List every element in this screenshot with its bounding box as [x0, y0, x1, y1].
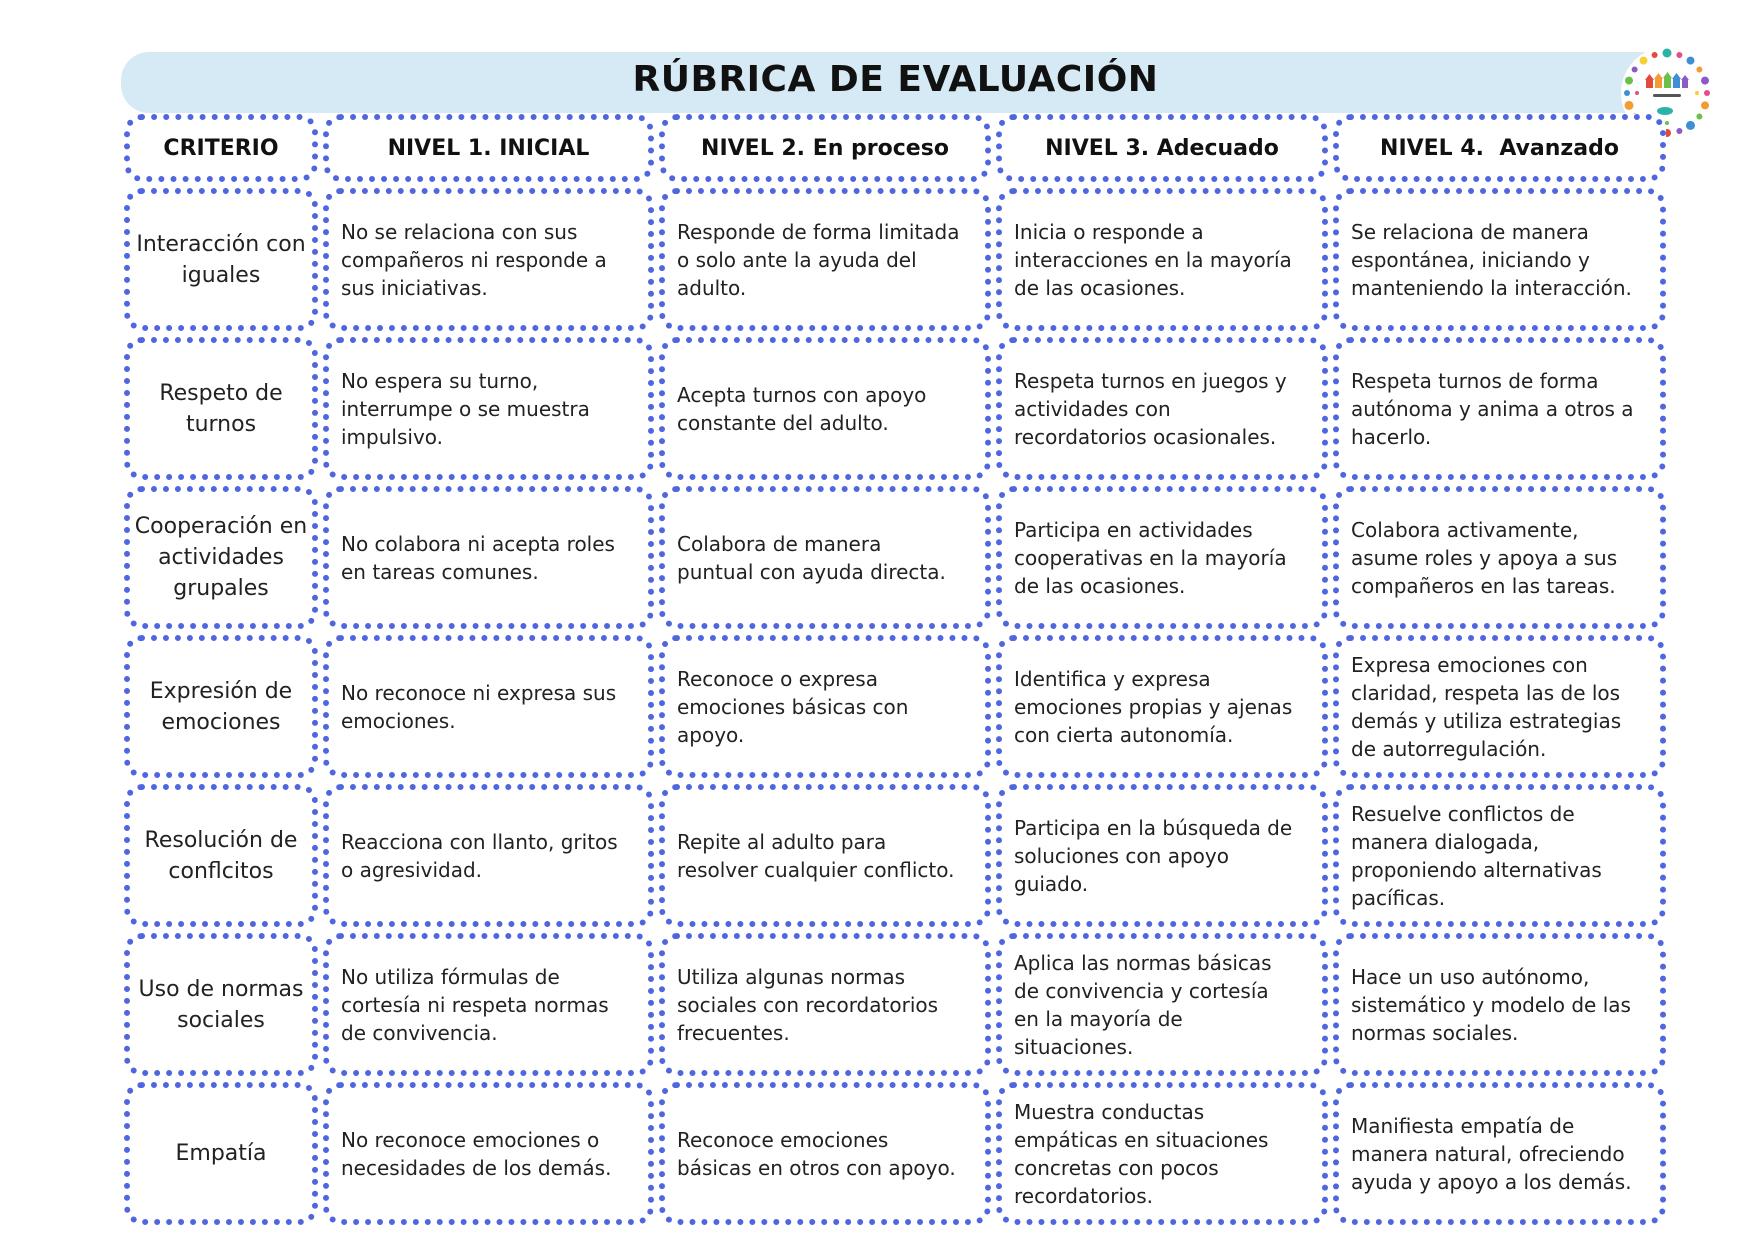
level-4-text: Hace un uso autónomo, sistemático y modelo de las normas sociales. — [1351, 964, 1631, 1045]
title-bar — [121, 52, 1670, 113]
criterion-label: Cooperación en actividades grupales — [134, 514, 308, 601]
level-1-text: No colabora ni acepta roles en tareas comunes. — [341, 531, 615, 584]
criterion-cell — [124, 933, 318, 1076]
column-header-label: NIVEL 1. INICIAL — [387, 135, 590, 161]
criterion-label: Resolución de conflcitos — [144, 827, 298, 884]
page-title: RÚBRICA DE EVALUACIÓN — [632, 59, 1159, 100]
criterion-label: Uso de normas sociales — [138, 976, 304, 1033]
level-2-cell — [659, 933, 991, 1076]
criterion-label: Interacción con iguales — [136, 231, 306, 288]
level-4-cell — [1333, 933, 1666, 1076]
level-1-cell — [323, 486, 654, 629]
column-header-label: NIVEL 3. Adecuado — [1045, 135, 1279, 161]
level-3-text: Inicia o responde a interacciones en la mayoría de las ocasiones. — [1014, 219, 1292, 300]
level-1-cell — [323, 1082, 654, 1225]
level-1-text: No reconoce ni expresa sus emociones. — [341, 680, 617, 733]
level-2-text: Reconoce o expresa emociones básicas con apoyo. — [677, 666, 909, 747]
level-1-cell — [323, 635, 654, 778]
level-3-cell — [996, 337, 1328, 480]
level-3-cell — [996, 635, 1328, 778]
criterion-cell — [124, 188, 318, 331]
criterion-label: Expresión de emociones — [149, 678, 293, 735]
column-header-level-4 — [1333, 114, 1666, 182]
level-3-text: Respeta turnos en juegos y actividades con recordatorios ocasionales. — [1014, 368, 1287, 449]
criterion-cell — [124, 784, 318, 927]
level-2-text: Reconoce emociones básicas en otros con apoyo. — [677, 1127, 956, 1180]
criterion-cell — [124, 337, 318, 480]
criterion-cell — [124, 1082, 318, 1225]
level-2-text: Colabora de manera puntual con ayuda directa. — [677, 531, 946, 584]
column-header-criterio — [124, 114, 318, 182]
level-1-cell — [323, 337, 654, 480]
level-3-cell — [996, 784, 1328, 927]
level-1-text: Reacciona con llanto, gritos o agresividad. — [341, 829, 618, 882]
level-4-cell — [1333, 337, 1666, 480]
level-4-text: Se relaciona de manera espontánea, iniciando y manteniendo la interacción. — [1351, 219, 1632, 300]
level-3-cell — [996, 188, 1328, 331]
level-2-cell — [659, 784, 991, 927]
column-header-label: NIVEL 4. Avanzado — [1380, 135, 1619, 161]
level-4-text: Manifiesta empatía de manera natural, ofreciendo ayuda y apoyo a los demás. — [1351, 1113, 1632, 1194]
level-3-text: Aplica las normas básicas de convivencia y cortesía en la mayoría de situaciones. — [1014, 950, 1272, 1059]
column-header-level-3 — [996, 114, 1328, 182]
level-3-cell — [996, 933, 1328, 1076]
level-1-text: No se relaciona con sus compañeros ni responde a sus iniciativas. — [341, 219, 607, 300]
level-4-cell — [1333, 486, 1666, 629]
level-2-cell — [659, 337, 991, 480]
level-2-text: Acepta turnos con apoyo constante del adulto. — [677, 382, 927, 435]
criterion-label: Empatía — [175, 1141, 267, 1166]
level-4-text: Resuelve conflictos de manera dialogada, proponiendo alternativas pacíficas. — [1351, 801, 1602, 910]
level-1-text: No reconoce emociones o necesidades de los demás. — [341, 1127, 612, 1180]
level-1-text: No utiliza fórmulas de cortesía ni respeta normas de convivencia. — [341, 964, 609, 1045]
level-3-text: Participa en la búsqueda de soluciones con apoyo guiado. — [1014, 815, 1293, 896]
level-1-cell — [323, 188, 654, 331]
level-4-cell — [1333, 784, 1666, 927]
level-2-text: Utiliza algunas normas sociales con recordatorios frecuentes. — [677, 964, 939, 1045]
criterion-cell — [124, 486, 318, 629]
criterion-label: Respeto de turnos — [159, 380, 283, 437]
level-3-cell — [996, 486, 1328, 629]
level-2-cell — [659, 635, 991, 778]
level-2-cell — [659, 188, 991, 331]
column-header-label: NIVEL 2. En proceso — [701, 135, 949, 161]
level-4-cell — [1333, 1082, 1666, 1225]
level-2-cell — [659, 1082, 991, 1225]
level-4-text: Respeta turnos de forma autónoma y anima a otros a hacerlo. — [1351, 368, 1634, 449]
level-2-cell — [659, 486, 991, 629]
rubric-table — [124, 114, 1666, 1225]
level-2-text: Responde de forma limitada o solo ante la ayuda del adulto. — [677, 219, 960, 300]
column-header-label: CRITERIO — [163, 135, 279, 161]
level-3-text: Participa en actividades cooperativas en la mayoría de las ocasiones. — [1014, 517, 1287, 598]
criterion-cell — [124, 635, 318, 778]
level-3-cell — [996, 1082, 1328, 1225]
level-4-cell — [1333, 635, 1666, 778]
level-1-text: No espera su turno, interrumpe o se muestra impulsivo. — [341, 368, 590, 449]
level-4-text: Expresa emociones con claridad, respeta las de los demás y utiliza estrategias de autorregulación. — [1351, 652, 1622, 761]
level-3-text: Muestra conductas empáticas en situaciones concretas con pocos recordatorios. — [1014, 1099, 1269, 1208]
level-3-text: Identifica y expresa emociones propias y ajenas con cierta autonomía. — [1014, 666, 1293, 747]
level-2-text: Repite al adulto para resolver cualquier conflicto. — [677, 829, 955, 882]
column-header-level-1 — [323, 114, 654, 182]
level-4-text: Colabora activamente, asume roles y apoya a sus compañeros en las tareas. — [1351, 517, 1618, 598]
level-1-cell — [323, 784, 654, 927]
column-header-level-2 — [659, 114, 991, 182]
level-1-cell — [323, 933, 654, 1076]
level-4-cell — [1333, 188, 1666, 331]
